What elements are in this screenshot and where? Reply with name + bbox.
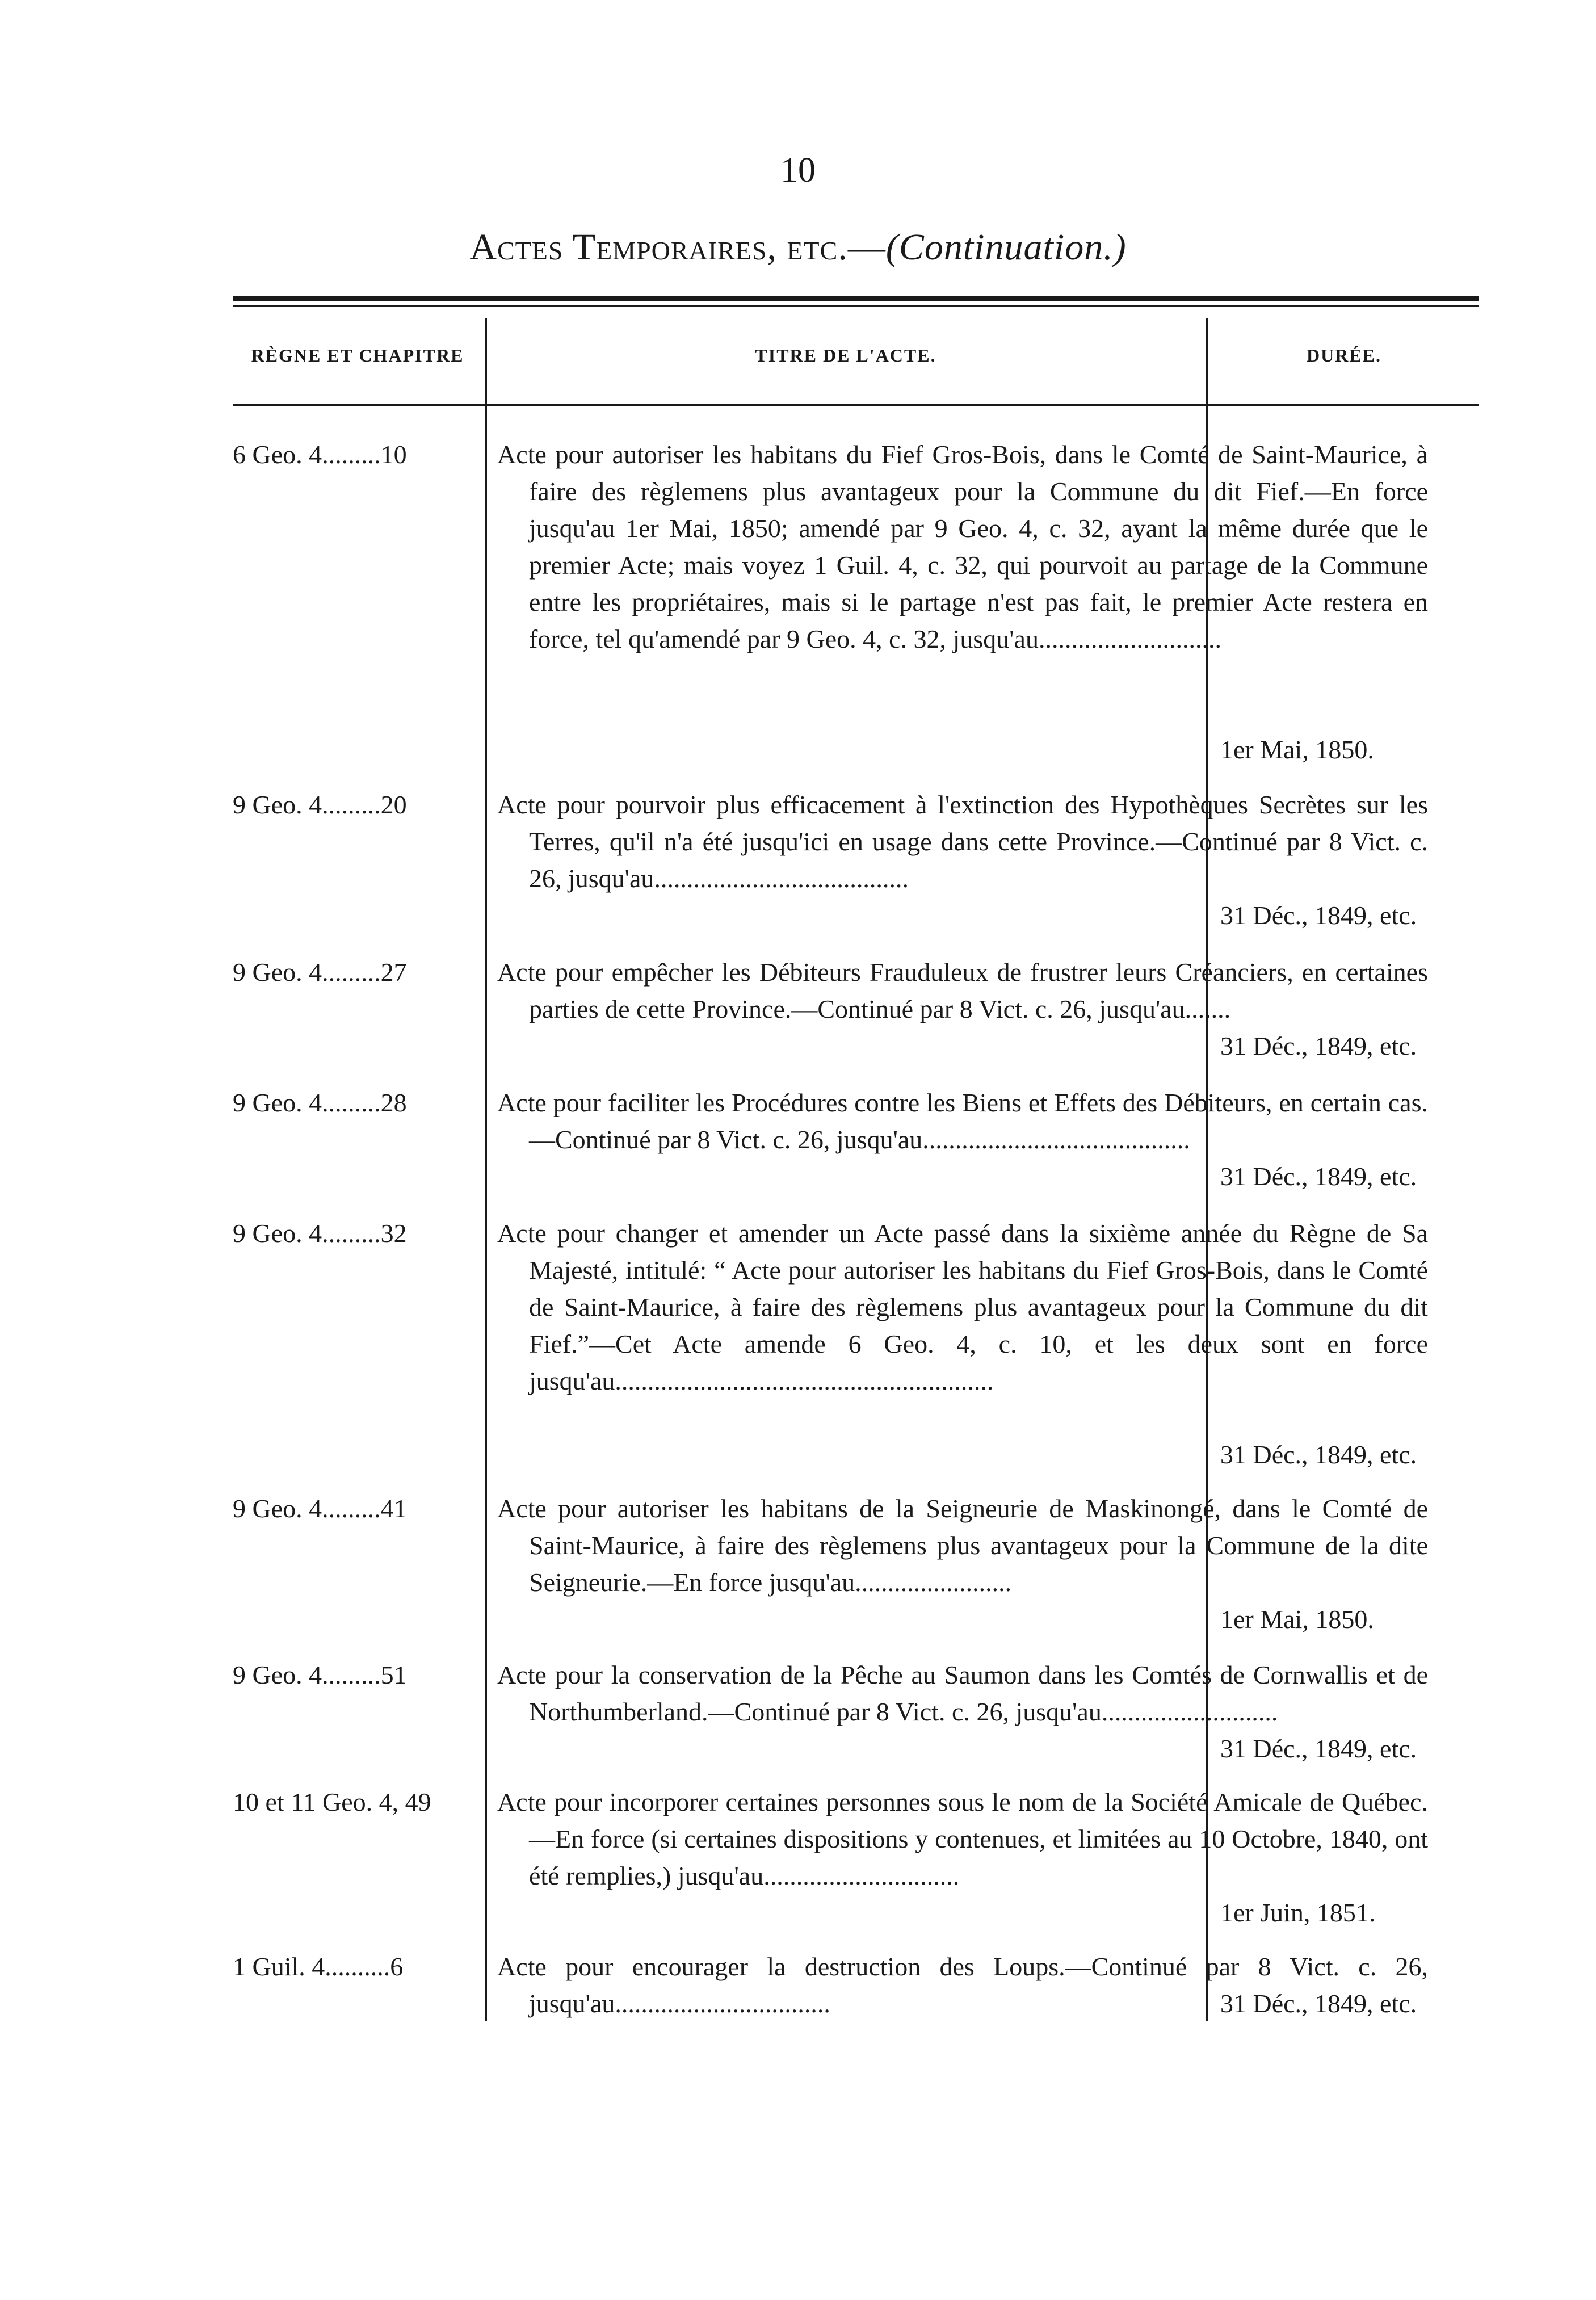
column-header-duration: DURÉE. (1306, 345, 1381, 366)
act-duration: 1er Mai, 1850. (1220, 1605, 1374, 1634)
act-duration: 31 Déc., 1849, etc. (1220, 1989, 1417, 2018)
header-rule (233, 404, 1479, 406)
page-title-continuation: (Continuation.) (885, 226, 1127, 268)
act-duration: 31 Déc., 1849, etc. (1220, 1440, 1417, 1469)
act-title: Acte pour pourvoir plus efficacement à l'extinction des Hypothèques Secrètes sur les Terres, qu'il n'a été jusqu'ici en usage dans cette Province.—Continué par 8 Vict. c. 26, jusqu'au....................................... (497, 790, 1428, 893)
act-duration: 31 Déc., 1849, etc. (1220, 1031, 1417, 1060)
top-rule-thin (233, 305, 1479, 307)
page-number: 10 (780, 151, 816, 190)
act-title: Acte pour encourager la destruction des Loups.—Continué par 8 Vict. c. 26, jusqu'au................................. (497, 1952, 1428, 2018)
reign-chapter: 9 Geo. 4.........20 (233, 790, 407, 819)
act-title: Acte pour incorporer certaines personnes sous le nom de la Société Amicale de Québec.—En force (si certaines dispositions y contenues, et limitées au 10 Octobre, 1840, ont été remplies,) jusqu'au.............................. (497, 1787, 1428, 1890)
act-title: Acte pour autoriser les habitans de la Seigneurie de Maskinongé, dans le Comté de Saint-Maurice, à faire des règlemens plus avantageux pour la Commune de la dite Seigneurie.—En force jusqu'au........................ (497, 1494, 1428, 1597)
page-title (0, 226, 1596, 269)
reign-chapter: 6 Geo. 4.........10 (233, 440, 407, 469)
act-title: Acte pour empêcher les Débiteurs Frauduleux de frustrer leurs Créanciers, en certaines parties de cette Province.—Continué par 8 Vict. c. 26, jusqu'au....... (497, 958, 1428, 1023)
act-title: Acte pour faciliter les Procédures contre les Biens et Effets des Débiteurs, en certain cas.—Continué par 8 Vict. c. 26, jusqu'au......................................... (497, 1088, 1428, 1154)
reign-chapter: 9 Geo. 4.........27 (233, 958, 407, 987)
act-duration: 1er Juin, 1851. (1220, 1898, 1376, 1927)
column-header-reign: RÈGNE ET CHAPITRE (251, 345, 464, 366)
act-title: Acte pour la conservation de la Pêche au Saumon dans les Comtés de Cornwallis et de Northumberland.—Continué par 8 Vict. c. 26, jusqu'au........................... (497, 1660, 1428, 1726)
act-duration: 31 Déc., 1849, etc. (1220, 1734, 1417, 1763)
act-duration: 31 Déc., 1849, etc. (1220, 1162, 1417, 1191)
column-divider-left (485, 318, 487, 2021)
reign-chapter: 9 Geo. 4.........51 (233, 1660, 407, 1689)
reign-chapter: 10 et 11 Geo. 4, 49 (233, 1787, 431, 1816)
top-rule-thick (233, 296, 1479, 301)
column-header-title: TITRE DE L'ACTE. (755, 345, 936, 366)
act-duration: 31 Déc., 1849, etc. (1220, 901, 1417, 930)
act-title: Acte pour autoriser les habitans du Fief Gros-Bois, dans le Comté de Saint-Maurice, à faire des règlemens plus avantageux pour la Commune du dit Fief.—En force jusqu'au 1er Mai, 1850; amendé par 9 Geo. 4, c. 32, ayant la même durée que le premier Acte; mais voyez 1 Guil. 4, c. 32, qui pourvoit au partage de la Commune entre les propriétaires, mais si le partage n'est pas fait, le premier Acte restera en force, tel qu'amendé par 9 Geo. 4, c. 32, jusqu'au............................ (497, 440, 1428, 653)
act-duration: 1er Mai, 1850. (1220, 735, 1374, 764)
act-title: Acte pour changer et amender un Acte passé dans la sixième année du Règne de Sa Majesté, intitulé: “ Acte pour autoriser les habitans du Fief Gros-Bois, dans le Comté de Saint-Maurice, à faire des règlemens plus avantageux pour la Commune du dit Fief.”—Cet Acte amende 6 Geo. 4, c. 10, et les deux sont en force jusqu'au.......................................................... (497, 1219, 1428, 1395)
page-title-main: Actes Temporaires, etc.— (469, 226, 886, 268)
reign-chapter: 9 Geo. 4.........28 (233, 1088, 407, 1117)
reign-chapter: 9 Geo. 4.........41 (233, 1494, 407, 1523)
reign-chapter: 1 Guil. 4..........6 (233, 1952, 404, 1981)
reign-chapter: 9 Geo. 4.........32 (233, 1219, 407, 1248)
